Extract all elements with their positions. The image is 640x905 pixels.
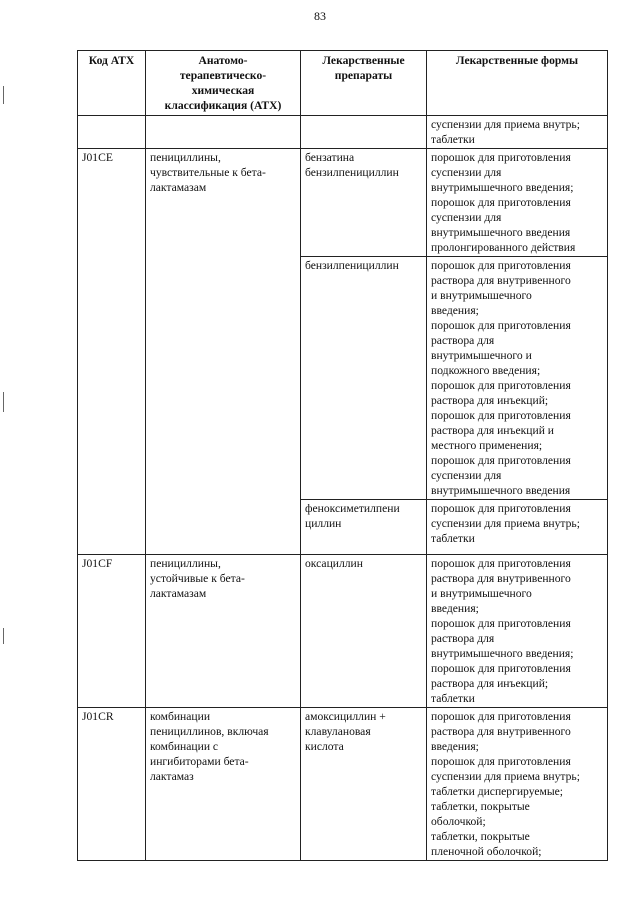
cell-code: J01CF xyxy=(78,555,146,708)
page-number: 83 xyxy=(314,9,326,23)
cell-drug: оксациллин xyxy=(301,555,427,708)
cell-forms: порошок для приготовления раствора для внутривенного и внутримышечного введения; порошок для приготовления раствора для внутримышечного и подкожного введения; порошок для приготовления раствора для инъекций; порошок для приготовления раствора для инъекций и местного применения; порошок для приготовления суспензии для внутримышечного введения xyxy=(427,257,608,500)
cell-code xyxy=(78,116,146,149)
cell-drug xyxy=(301,116,427,149)
cell-forms: порошок для приготовления раствора для внутривенного и внутримышечного введения; порошок для приготовления раствора для внутримышечного введения; порошок для приготовления раствора для инъекций; таблетки xyxy=(427,555,608,708)
cell-forms: порошок для приготовления суспензии для приема внутрь; таблетки xyxy=(427,500,608,555)
table-row xyxy=(78,555,608,708)
cell-classification xyxy=(146,116,301,149)
header-drugs: Лекарственные препараты xyxy=(301,51,427,116)
cell-forms: суспензии для приема внутрь; таблетки xyxy=(427,116,608,149)
table-row-continuation xyxy=(78,116,608,149)
atx-table xyxy=(77,50,608,861)
table-row xyxy=(78,708,608,861)
header-code: Код АТХ xyxy=(78,51,146,116)
cell-drug: амоксициллин + клавулановая кислота xyxy=(301,708,427,861)
cell-classification: комбинации пенициллинов, включая комбинации с ингибиторами бета- лактамаз xyxy=(146,708,301,861)
cell-classification: пенициллины, чувствительные к бета- лактамазам xyxy=(146,149,301,555)
scan-edge-mark xyxy=(3,628,4,644)
cell-classification: пенициллины, устойчивые к бета- лактамазам xyxy=(146,555,301,708)
cell-drug: бензатина бензилпенициллин xyxy=(301,149,427,257)
cell-drug: бензилпенициллин xyxy=(301,257,427,500)
scan-edge-mark xyxy=(3,392,4,412)
cell-code: J01CE xyxy=(78,149,146,555)
cell-forms: порошок для приготовления суспензии для внутримышечного введения; порошок для приготовления суспензии для внутримышечного введения пролонгированного действия xyxy=(427,149,608,257)
scan-edge-mark xyxy=(3,86,4,104)
cell-code: J01CR xyxy=(78,708,146,861)
table-row xyxy=(78,149,608,257)
cell-drug: феноксиметилпени циллин xyxy=(301,500,427,555)
cell-forms: порошок для приготовления раствора для внутривенного введения; порошок для приготовления суспензии для приема внутрь; таблетки диспергируемые; таблетки, покрытые оболочкой; таблетки, покрытые пленочной оболочкой; xyxy=(427,708,608,861)
header-forms: Лекарственные формы xyxy=(427,51,608,116)
table-header-row xyxy=(78,51,608,116)
header-classification: Анатомо- терапевтическо- химическая классификация (АТХ) xyxy=(146,51,301,116)
